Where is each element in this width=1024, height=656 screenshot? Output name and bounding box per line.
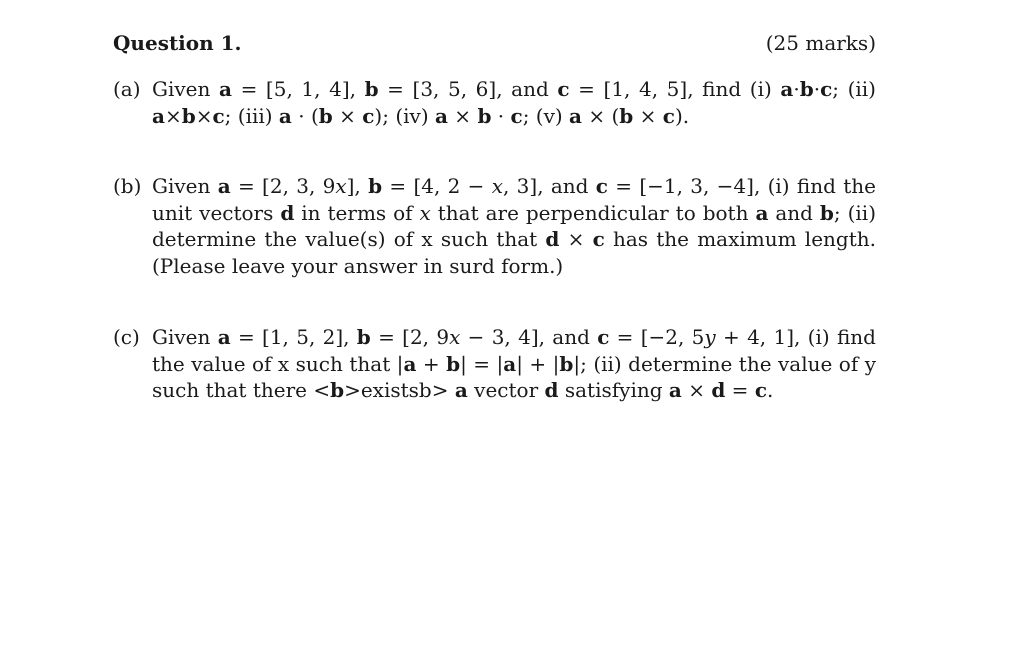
- part-c-label: (c): [113, 325, 140, 349]
- part-c-text: Given a = [1, 5, 2], b = [2, 9x − 3, 4], and c = [−2, 5y + 4, 1], (i) find the value of x such that |a + b| = |a| + |b|; (ii) determine the value of y such that there <b>existsb> a vector d satisfying a × d = c.: [152, 325, 877, 402]
- part-b-label: (b): [113, 174, 142, 198]
- part-b-text: Given a = [2, 3, 9x], b = [4, 2 − x, 3], and c = [−1, 3, −4], (i) find the unit vectors d in terms of x that are perpendicular to both a and b; (ii) determine the value(s) of x such that d × c has the maximum length. (Please leave your answer in surd form.): [152, 174, 877, 278]
- part-b: [113, 173, 876, 279]
- part-a: [113, 76, 876, 129]
- question-title: Question 1.: [113, 31, 242, 55]
- part-a-text: Given a = [5, 1, 4], b = [3, 5, 6], and c = [1, 4, 5], find (i) a·b·c; (ii) a×b×c; (iii) a · (b × c); (iv) a × b · c; (v) a × (b × c).: [152, 77, 876, 128]
- part-c: [113, 324, 876, 404]
- question-marks: (25 marks): [765, 31, 876, 55]
- part-a-label: (a): [113, 77, 141, 101]
